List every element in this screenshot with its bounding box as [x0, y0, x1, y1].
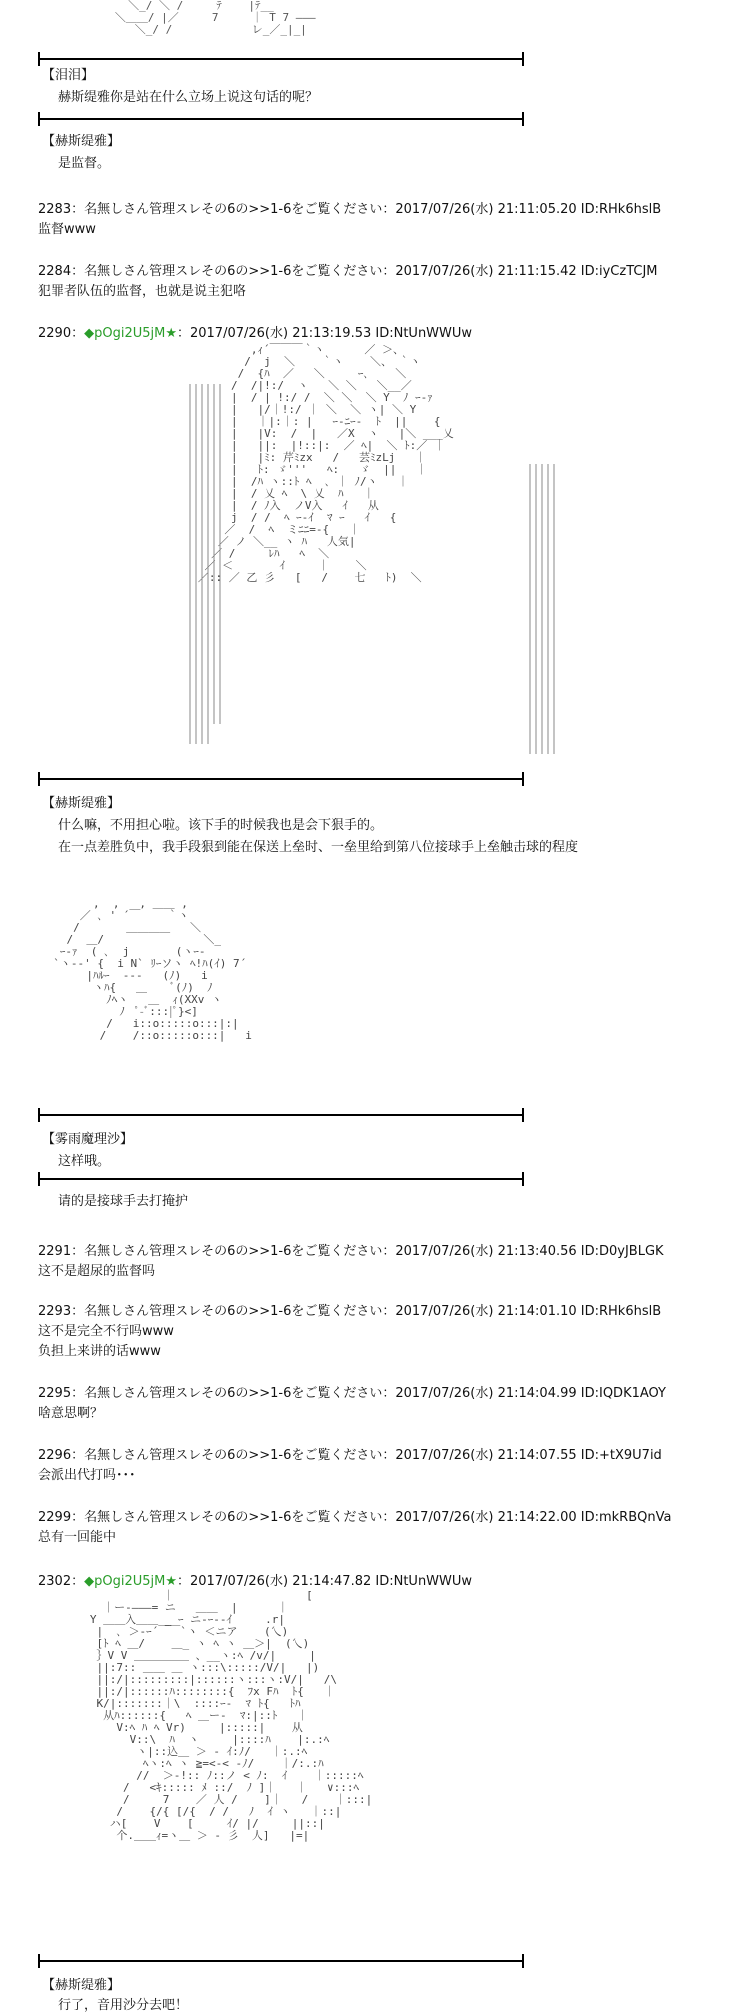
author-post-header — [38, 1570, 472, 1589]
ascii-art-top: ＼_/ ＼ / ﾃ |ﾃ__ ＼＿＿/ |／ 7 ｜ T 7 ――― ＼_/ / レ_／_|_| — [114, 0, 316, 36]
post-meta: ：2017/07/26(水) 21:13:19.53 ID:NtUnWWUw — [176, 326, 473, 341]
post-body: 犯罪者队伍的监督，也就是说主犯咯 — [38, 284, 247, 299]
hair-lines-art — [0, 344, 754, 764]
post-body: 啥意思啊？ — [38, 1406, 104, 1421]
post-header: 2299：名無しさん管理スレその6の>>1-6をご覧ください：2017/07/26(水) 21:14:22.00 ID:mkRBQnVa — [38, 1510, 672, 1525]
speaker-name: 【赫斯缇雅】 — [42, 1978, 121, 1993]
speaker-name: 【赫斯缇雅】 — [42, 134, 121, 149]
speaker-name: 【雾雨魔理沙】 — [42, 1132, 134, 1147]
tripcode: ◆pOgi2U5jM — [84, 326, 166, 341]
dialogue-line: 是监督。 — [58, 156, 111, 171]
dialogue-line: 什么嘛，不用担心啦。该下手的时候我也是会下狠手的。 — [58, 818, 384, 833]
dialogue-line: 行了，音用沙分去吧！ — [58, 1998, 189, 2013]
post-header: 2293：名無しさん管理スレその6の>>1-6をご覧ください：2017/07/26(水) 21:14:01.10 ID:RHk6hslB — [38, 1304, 662, 1319]
separator-6 — [38, 1960, 524, 1962]
post-number: 2290： — [38, 326, 85, 341]
separator-1 — [38, 58, 524, 60]
dialogue-line: 这样哦。 — [58, 1154, 111, 1169]
star-icon: ★ — [165, 326, 177, 341]
author-post-header — [38, 322, 472, 341]
narration-line: 请的是接球手去打掩护 — [58, 1194, 189, 1209]
post-body: 这不是超尿的监督吗 — [38, 1264, 156, 1279]
post-header: 2296：名無しさん管理スレその6の>>1-6をご覧ください：2017/07/26(水) 21:14:07.55 ID:+tX9U7id — [38, 1448, 662, 1463]
ascii-art-hestia-2: ｜ [ ｜ー-―――= ニ ＿＿ | ｜ Y ＿＿入＿＿ _ ｰ ニ-ｰ--ｲ .r| | ､ ＞-ｰ´￣￣`ヽ ＜ニア (乀) [ﾄ ﾍ ＿/ ＿_ ヽ ﾍ ヽ ＿＞| (乀) ｝V V ＿＿＿＿＿ 、__ヽ:ﾍ /v/| | ||:7:: ＿＿ ＿ ヽ:::\:::::/V/| |) ||:/|:::::::::|::::::ヽ:::ヽ:V/| /\ ||:/|::::::ﾊ::::::::{ ﾌx Fﾊ ﾄ{ ｜ K/|:::::::｜\ ::::ｰ- ﾏ ﾄ{ ﾄﾊ 从ﾊ::::::{ ﾍ ＿ー- ﾏ:|::ﾄ ｜ V:ﾍ ﾊ ﾍ Vr) |:::::| 从 V::\ ﾊ ヽ |::::ﾊ |:.:ﾍ ヽ|::込＿ ＞ - ｲ:ﾉ/ ｜:.:ﾍ ﾍヽ:ﾍ ヽ ≧=<-< -ﾉ/ ｜/:.:ﾊ // ＞-!:: ﾉ::ノ < ﾉ: ｲ ｜:::::ﾍ / <ｷ::::: ﾒ ::/ ﾉ ]｜ ｜ ∨:::ﾍ / 7 ／ 人 / ]｜ / ｜:::| / {/{ [/{ / / ﾉ ｲ ヽ ｜::| ハ[ V [ ｲ/ |/ ||::| 个.＿＿ｨ=ヽ＿ ＞ - 彡 人] |=| — [89, 1589, 373, 1842]
post-body: 会派出代打吗･･･ — [38, 1468, 136, 1483]
separator-2 — [38, 118, 524, 120]
ascii-art-hestia: ,ｨ´￣￣￣｀ヽ ／ ＞、 / j ＼ ｀ヽ ＼、 ｀ヽ / {ﾊ ／ ＼ ｰ､ ＼ / /|!:/ ヽ ＼ ＼ ＼__／ | / | !:/ / ＼ ＼ ＼ Y ﾉ ｰ-ｧ | |/｜!:/ ｜ ＼ ＼ ヽ| ＼ Y | ｜|:｜: | ｰ-ﾆｰ- ﾄ || { | |V: / | ／X ヽ |＼ ___乂 | ||: |!::|: ／ ﾍ| ＼ ﾄ:／ ｜ | |ﾐ: 芹ﾐzx / 芸ﾐzLj ｜ | ﾄ: ゞ''' ﾍ: ゞ || ｜ | /ﾊ ヽ::ﾄ ﾍ ､ ｜ ﾉ/ヽ ｜ | / 乂 ﾍ \ 乂 ﾊ ｜ | / ﾉ入 ノV入 ｲ 从 j / / ﾍ ｰ-ｲ ﾏ ｰ ｲ { ／ / ﾍ ミﾆﾆ=-{ ｜ ／ ノ ＼__ ヽ ﾊ 人気| ／ / ﾚﾊ ﾍ ＼ ／ ＜ ｲ ｜ ＼ ／:: ／ 乙 彡 [ / 七 ﾄ) ＼ — [197, 343, 454, 584]
post-header: 2283：名無しさん管理スレその6の>>1-6をご覧ください：2017/07/26(水) 21:11:05.20 ID:RHk6hslB — [38, 202, 662, 217]
post-body: 总有一回能中 — [38, 1530, 117, 1545]
post-body: 这不是完全不行吗www — [38, 1324, 174, 1339]
separator-5 — [38, 1178, 524, 1180]
ascii-art-marisa: , , , ＿＿ , ／ ､ ' ´￣ ｀ヽ / ＿＿＿＿ ＼ / ＿/ ＼_ ｰ-ｧ ( ､ j (ヽｰ- `ヽ--' { i N` ﾘｰソヽ ﾍ!ﾊ(ｲ) 7´ |ﾊﾙｰ --- (ﾉ) i ヽﾊ{ ＿ ﾞ(ﾉ) ﾉ ﾉﾍヽ ＿ ｨ(XXv ヽ ﾉ ﾟ-ﾞ:::|ﾟ}<] / i::o:::::o:::|:| / /::o:::::o:::| i — [53, 897, 252, 1042]
tripcode: ◆pOgi2U5jM — [84, 1574, 166, 1589]
dialogue-line: 赫斯缇雅你是站在什么立场上说这句话的呢？ — [58, 90, 319, 105]
post-header: 2295：名無しさん管理スレその6の>>1-6をご覧ください：2017/07/26(水) 21:14:04.99 ID:IQDK1AOY — [38, 1386, 666, 1401]
dialogue-line: 在一点差胜负中，我手段狠到能在保送上垒时、一垒里给到第八位接球手上垒触击球的程度 — [58, 840, 579, 855]
post-meta: ：2017/07/26(水) 21:14:47.82 ID:NtUnWWUw — [176, 1574, 473, 1589]
post-body: 负担上来讲的话www — [38, 1344, 161, 1359]
speaker-name: 【赫斯缇雅】 — [42, 796, 121, 811]
post-header: 2284：名無しさん管理スレその6の>>1-6をご覧ください：2017/07/26(水) 21:11:15.42 ID:iyCzTCJM — [38, 264, 658, 279]
post-body: 监督www — [38, 222, 96, 237]
separator-3 — [38, 778, 524, 780]
post-number: 2302： — [38, 1574, 85, 1589]
separator-4 — [38, 1114, 524, 1116]
star-icon: ★ — [165, 1574, 177, 1589]
post-header: 2291：名無しさん管理スレその6の>>1-6をご覧ください：2017/07/26(水) 21:13:40.56 ID:D0yJBLGK — [38, 1244, 664, 1259]
speaker-name: 【泪泪】 — [42, 68, 95, 83]
